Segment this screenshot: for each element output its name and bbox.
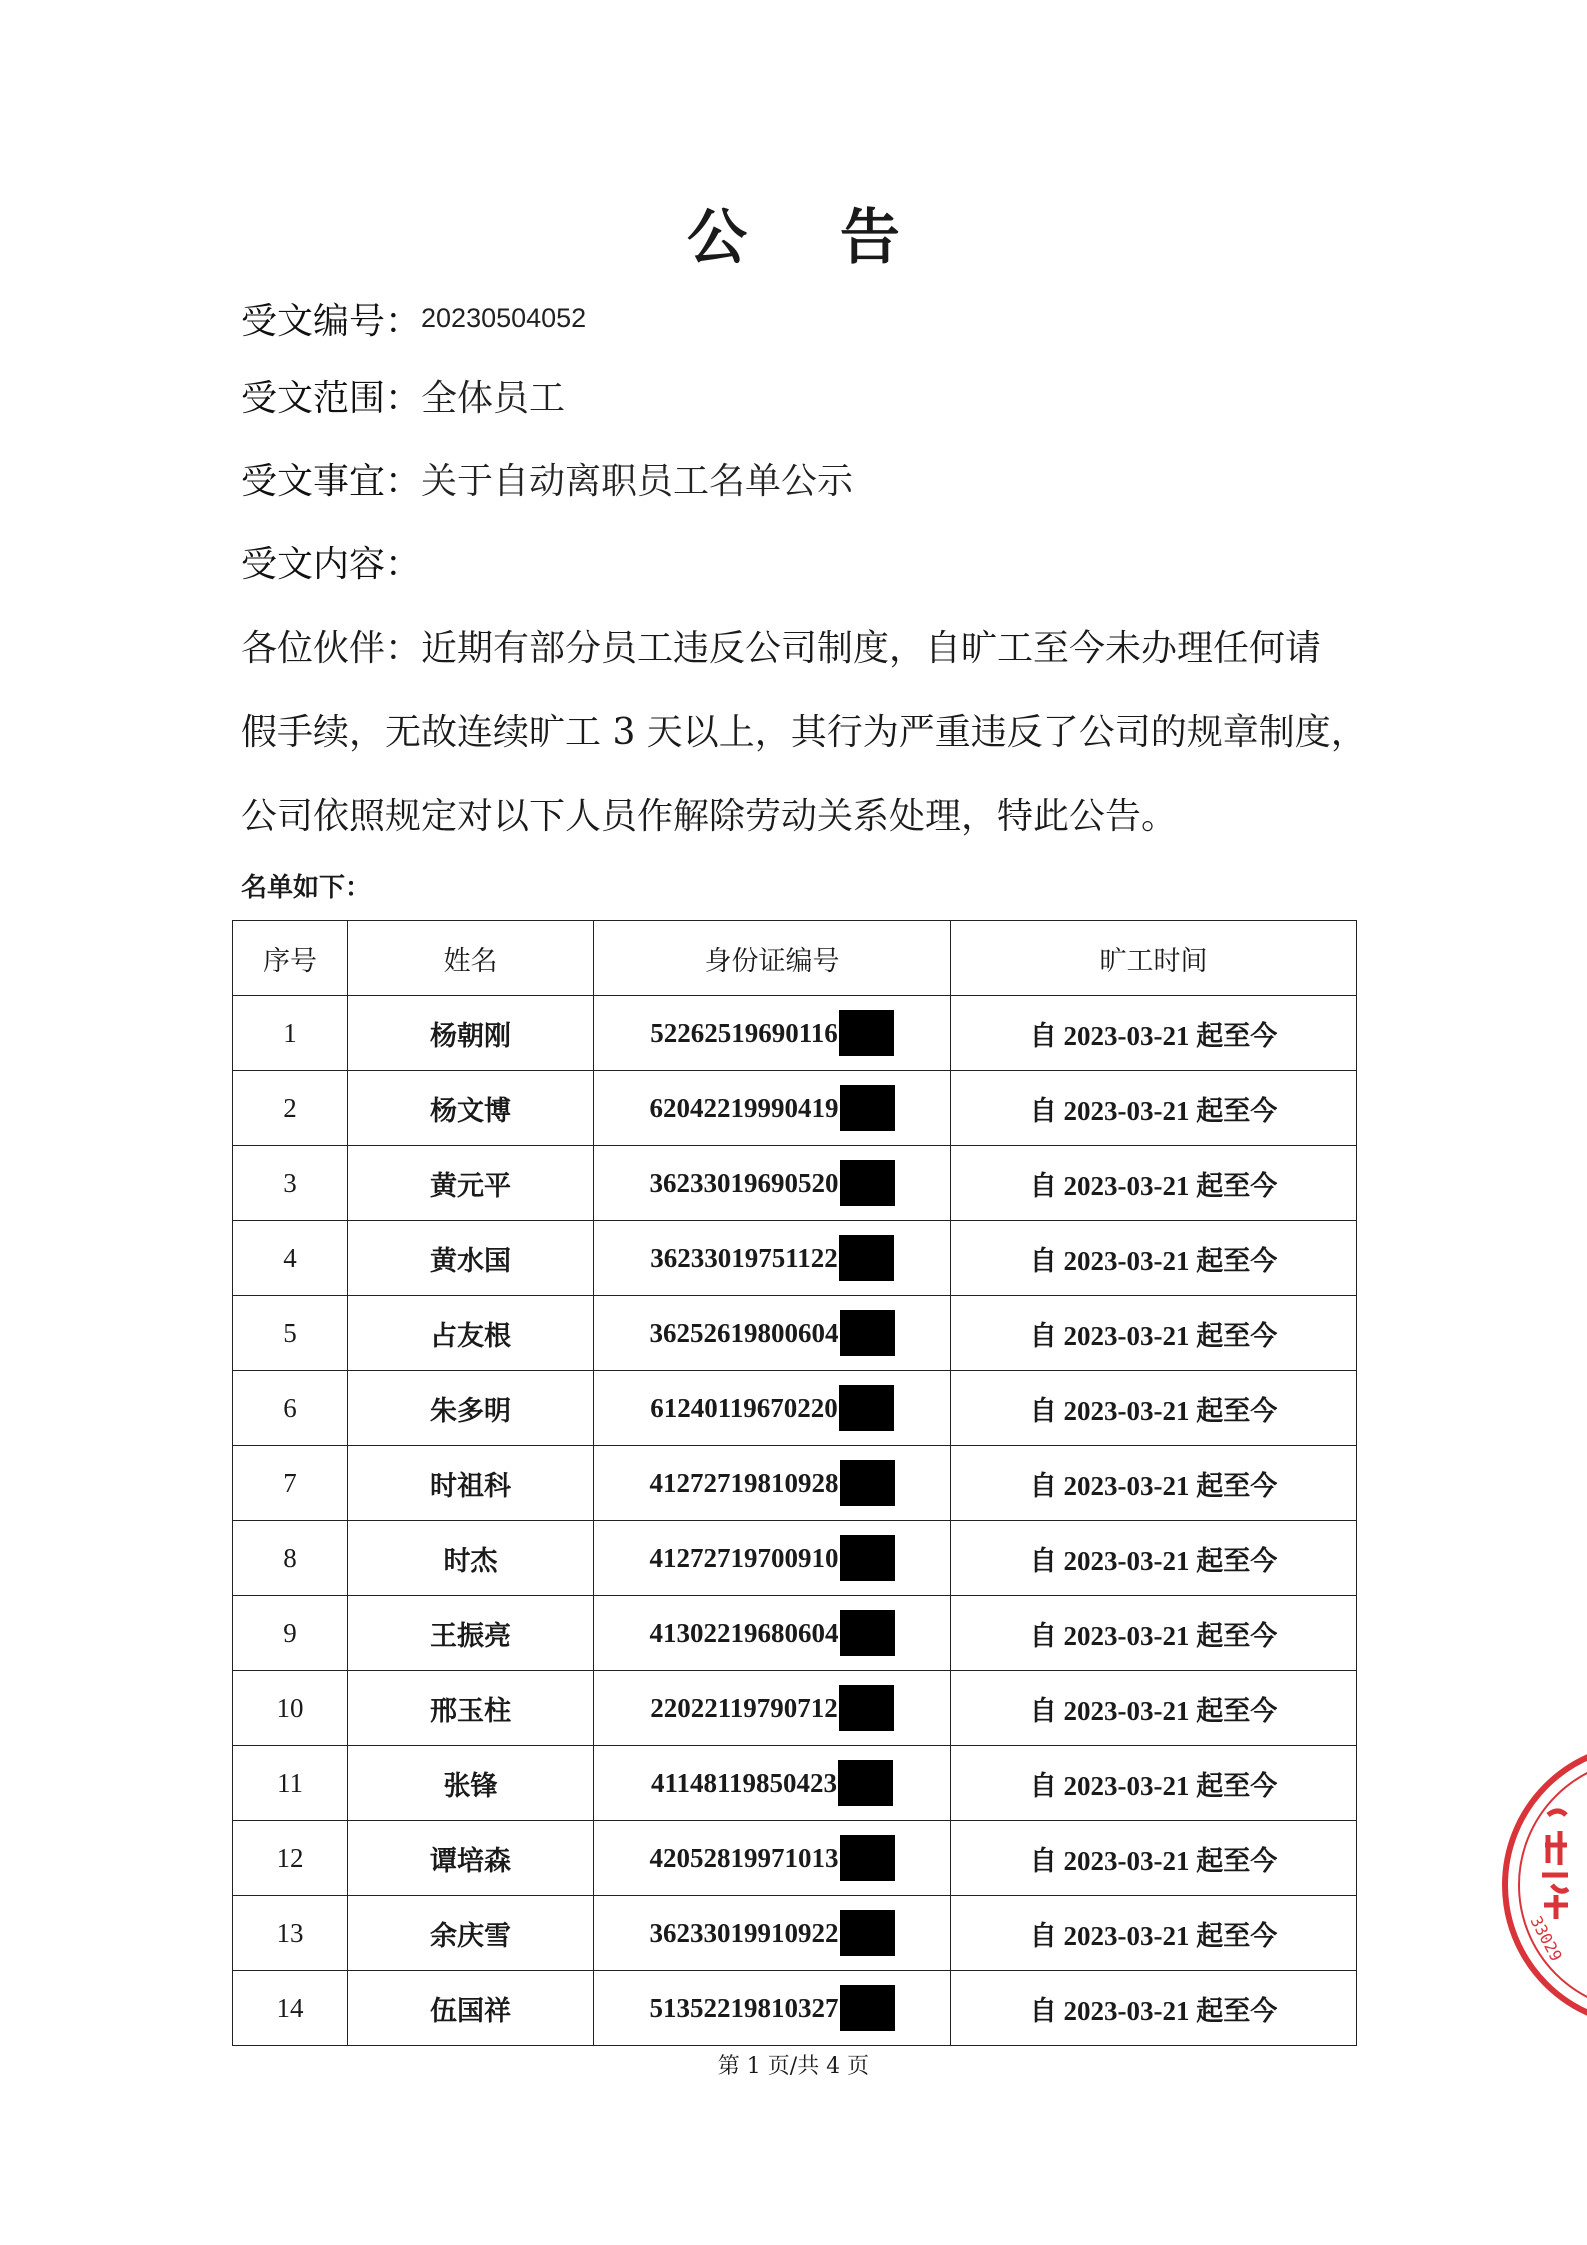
id-number-text: 22022119790712 <box>650 1692 838 1723</box>
id-number-cell <box>594 1671 951 1746</box>
doc-number-line <box>241 293 586 347</box>
redaction-block <box>839 1235 894 1281</box>
page-footer: 第 1 页/共 4 页 <box>717 2054 870 2079</box>
dismissal-table <box>232 920 1357 2046</box>
table-row <box>233 1596 1357 1671</box>
absence-time-cell: 自 2023-03-21 起至今 <box>951 1146 1357 1221</box>
page-title: 公 告 <box>687 203 936 273</box>
doc-number-label: 受文编号： <box>241 301 422 342</box>
id-number-cell <box>594 1746 951 1821</box>
content-label: 受文内容： <box>241 544 422 585</box>
redaction-block <box>839 1685 894 1731</box>
row-number-cell: 1 <box>233 996 348 1071</box>
id-number-cell <box>594 1146 951 1221</box>
absence-time-cell: 自 2023-03-21 起至今 <box>951 1971 1357 2046</box>
table-header-row <box>233 921 1357 996</box>
id-number-text: 36233019910922 <box>649 1917 839 1948</box>
scope-value: 全体员工 <box>421 378 566 419</box>
employee-name-cell: 时杰 <box>348 1521 594 1596</box>
table-row <box>233 1296 1357 1371</box>
absence-time-cell: 自 2023-03-21 起至今 <box>951 1071 1357 1146</box>
absence-time-cell: 自 2023-03-21 起至今 <box>951 1521 1357 1596</box>
id-number-cell <box>594 1371 951 1446</box>
row-number-cell: 5 <box>233 1296 348 1371</box>
row-number-cell: 8 <box>233 1521 348 1596</box>
scope-label: 受文范围： <box>241 378 422 419</box>
redaction-block <box>840 1535 895 1581</box>
id-number-text: 36233019751122 <box>650 1242 838 1273</box>
id-number-text: 61240119670220 <box>650 1392 838 1423</box>
table-row <box>233 1971 1357 2046</box>
id-number-text: 36252619800604 <box>649 1317 839 1348</box>
absence-time-cell: 自 2023-03-21 起至今 <box>951 1671 1357 1746</box>
absence-time-cell: 自 2023-03-21 起至今 <box>951 996 1357 1071</box>
id-number-text: 62042219990419 <box>649 1092 839 1123</box>
id-number-cell <box>594 1896 951 1971</box>
id-number-cell <box>594 1221 951 1296</box>
id-number-cell <box>594 1821 951 1896</box>
id-number-text: 42052819971013 <box>649 1842 839 1873</box>
row-number-cell: 9 <box>233 1596 348 1671</box>
matter-line <box>241 457 853 507</box>
table-row <box>233 1146 1357 1221</box>
list-label: 名单如下： <box>241 873 372 903</box>
matter-label: 受文事宜： <box>241 461 422 502</box>
employee-name-cell: 谭培森 <box>348 1821 594 1896</box>
table-body <box>233 996 1357 2046</box>
employee-name-cell: 余庆雪 <box>348 1896 594 1971</box>
id-number-cell <box>594 1446 951 1521</box>
table-row <box>233 1071 1357 1146</box>
id-number-text: 41272719810928 <box>649 1467 839 1498</box>
body-line-1: 各位伙伴：近期有部分员工违反公司制度，自旷工至今未办理任何请 <box>241 628 1322 669</box>
table-row <box>233 996 1357 1071</box>
table-row <box>233 1896 1357 1971</box>
absence-time-cell: 自 2023-03-21 起至今 <box>951 1821 1357 1896</box>
table-row <box>233 1821 1357 1896</box>
redaction-block <box>840 1610 895 1656</box>
header-name: 姓名 <box>348 921 594 996</box>
redaction-block <box>839 1010 894 1056</box>
employee-name-cell: 黄元平 <box>348 1146 594 1221</box>
redaction-block <box>838 1760 893 1806</box>
id-number-cell <box>594 1071 951 1146</box>
table-row <box>233 1371 1357 1446</box>
header-no: 序号 <box>233 921 348 996</box>
employee-name-cell: 时祖科 <box>348 1446 594 1521</box>
absence-time-cell: 自 2023-03-21 起至今 <box>951 1296 1357 1371</box>
absence-time-cell: 自 2023-03-21 起至今 <box>951 1446 1357 1521</box>
absence-time-cell: 自 2023-03-21 起至今 <box>951 1746 1357 1821</box>
content-line <box>241 540 421 590</box>
header-absence-time: 旷工时间 <box>951 921 1357 996</box>
id-number-cell <box>594 1521 951 1596</box>
body-line-3: 公司依照规定对以下人员作解除劳动关系处理，特此公告。 <box>241 796 1178 837</box>
matter-value: 关于自动离职员工名单公示 <box>421 461 854 502</box>
row-number-cell: 6 <box>233 1371 348 1446</box>
id-number-cell <box>594 1971 951 2046</box>
absence-time-cell: 自 2023-03-21 起至今 <box>951 1221 1357 1296</box>
body-line-2: 假手续，无故连续旷工 3 天以上，其行为严重违反了公司的规章制度， <box>241 712 1367 753</box>
redaction-block <box>840 1985 895 2031</box>
id-number-text: 41302219680604 <box>649 1617 839 1648</box>
id-number-text: 41148119850423 <box>650 1767 838 1798</box>
employee-name-cell: 杨文博 <box>348 1071 594 1146</box>
absence-time-cell: 自 2023-03-21 起至今 <box>951 1896 1357 1971</box>
row-number-cell: 4 <box>233 1221 348 1296</box>
employee-name-cell: 张锋 <box>348 1746 594 1821</box>
id-number-text: 52262519690116 <box>650 1017 838 1048</box>
row-number-cell: 13 <box>233 1896 348 1971</box>
id-number-text: 41272719700910 <box>649 1542 839 1573</box>
row-number-cell: 3 <box>233 1146 348 1221</box>
seal-number-text: 33029 <box>1526 1912 1566 1965</box>
redaction-block <box>840 1835 895 1881</box>
absence-time-cell: 自 2023-03-21 起至今 <box>951 1371 1357 1446</box>
row-number-cell: 2 <box>233 1071 348 1146</box>
id-number-cell <box>594 1296 951 1371</box>
employee-name-cell: 伍国祥 <box>348 1971 594 2046</box>
employee-name-cell: 占友根 <box>348 1296 594 1371</box>
doc-number-value: 20230504052 <box>421 303 587 333</box>
row-number-cell: 7 <box>233 1446 348 1521</box>
redaction-block <box>840 1460 895 1506</box>
table-row <box>233 1521 1357 1596</box>
redaction-block <box>840 1085 895 1131</box>
table-row <box>233 1746 1357 1821</box>
row-number-cell: 12 <box>233 1821 348 1896</box>
employee-name-cell: 王振亮 <box>348 1596 594 1671</box>
scope-line <box>241 374 565 424</box>
redaction-block <box>840 1160 895 1206</box>
header-id: 身份证编号 <box>594 921 951 996</box>
employee-name-cell: 杨朝刚 <box>348 996 594 1071</box>
row-number-cell: 11 <box>233 1746 348 1821</box>
redaction-block <box>840 1910 895 1956</box>
redaction-block <box>840 1310 895 1356</box>
table-row <box>233 1446 1357 1521</box>
row-number-cell: 10 <box>233 1671 348 1746</box>
table-row <box>233 1221 1357 1296</box>
absence-time-cell: 自 2023-03-21 起至今 <box>951 1596 1357 1671</box>
row-number-cell: 14 <box>233 1971 348 2046</box>
id-number-text: 51352219810327 <box>649 1992 839 2023</box>
employee-name-cell: 邢玉柱 <box>348 1671 594 1746</box>
id-number-cell <box>594 996 951 1071</box>
id-number-text: 36233019690520 <box>649 1167 839 1198</box>
table-row <box>233 1671 1357 1746</box>
company-seal <box>1500 1735 1587 2035</box>
employee-name-cell: 朱多明 <box>348 1371 594 1446</box>
id-number-cell <box>594 1596 951 1671</box>
employee-name-cell: 黄水国 <box>348 1221 594 1296</box>
redaction-block <box>839 1385 894 1431</box>
